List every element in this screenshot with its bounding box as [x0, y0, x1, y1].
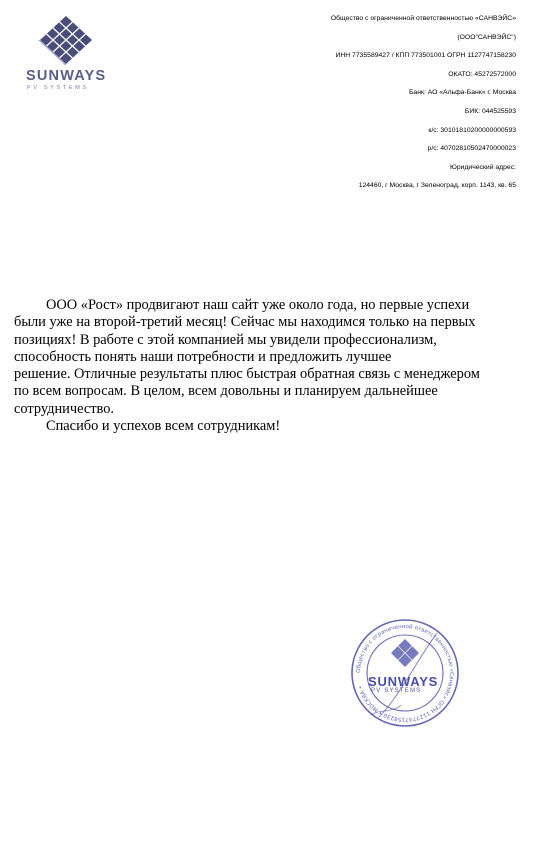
letter-line: способность понять наши потребности и предложить лучшее [14, 348, 392, 365]
company-stamp [349, 617, 461, 729]
stamp-seal-icon [349, 617, 461, 729]
company-bik: БИК: 044525593 [464, 107, 516, 115]
letter-line: сотрудничество. [14, 400, 115, 417]
letter-line: решение. Отличные результаты плюс быстрая обратная связь с менеджером [14, 366, 480, 383]
solar-panel-logo-icon [36, 14, 96, 66]
company-legal-address: 124460, г Москва, г Зеленоград, корп. 1143, кв. 65 [358, 182, 516, 190]
logo-subtitle-text: PV SYSTEMS [27, 85, 89, 91]
company-settlement-account: р/с: 40702810502470000023 [427, 145, 516, 153]
company-full-name: Общество с ограниченной ответственностью «САНВЭЙС» [330, 15, 516, 22]
letter-line: были уже на второй-третий месяц! Сейчас мы находимся только на первых [14, 314, 476, 331]
stamp-brand-text: SUNWAYS [368, 674, 439, 689]
company-logo [26, 14, 126, 94]
letter-line: ООО «Рост» продвигают наш сайт уже около года, но первые успехи [46, 297, 470, 313]
letter-line: по всем вопросам. В целом, всем довольны и планируем дальнейшее [14, 383, 438, 400]
letter-closing: Спасибо и успехов всем сотрудникам! [46, 418, 281, 435]
company-inn-kpp-ogrn: ИНН 7735589427 / КПП 773501001 ОГРН 1127747158230 [335, 52, 516, 60]
company-short-name: (ООО"САНВЭЙС") [457, 33, 516, 41]
stamp-subtitle-text: PV SYSTEMS [371, 688, 422, 694]
letter-body [14, 297, 514, 435]
company-requisites [256, 15, 516, 201]
company-corr-account: к/с: 30101810200000000593 [428, 126, 516, 134]
logo-brand-text: SUNWAYS [26, 68, 107, 84]
stamp-ring-text: Общество с ограниченной ответственностью «Санвэйс» ОГРН 1127747158230 • МОСКВА • [355, 623, 455, 723]
svg-text:Общество с ограниченной ответс [356, 623, 454, 722]
company-bank: Банк: АО «Альфа-Банк» г. Москва [408, 89, 516, 97]
letter-line: позициях! В работе с этой компанией мы увидели профессионализм, [14, 331, 437, 348]
company-okato: ОКАТО: 45272572000 [448, 70, 516, 78]
company-legal-address-label: Юридический адрес: [450, 163, 516, 171]
